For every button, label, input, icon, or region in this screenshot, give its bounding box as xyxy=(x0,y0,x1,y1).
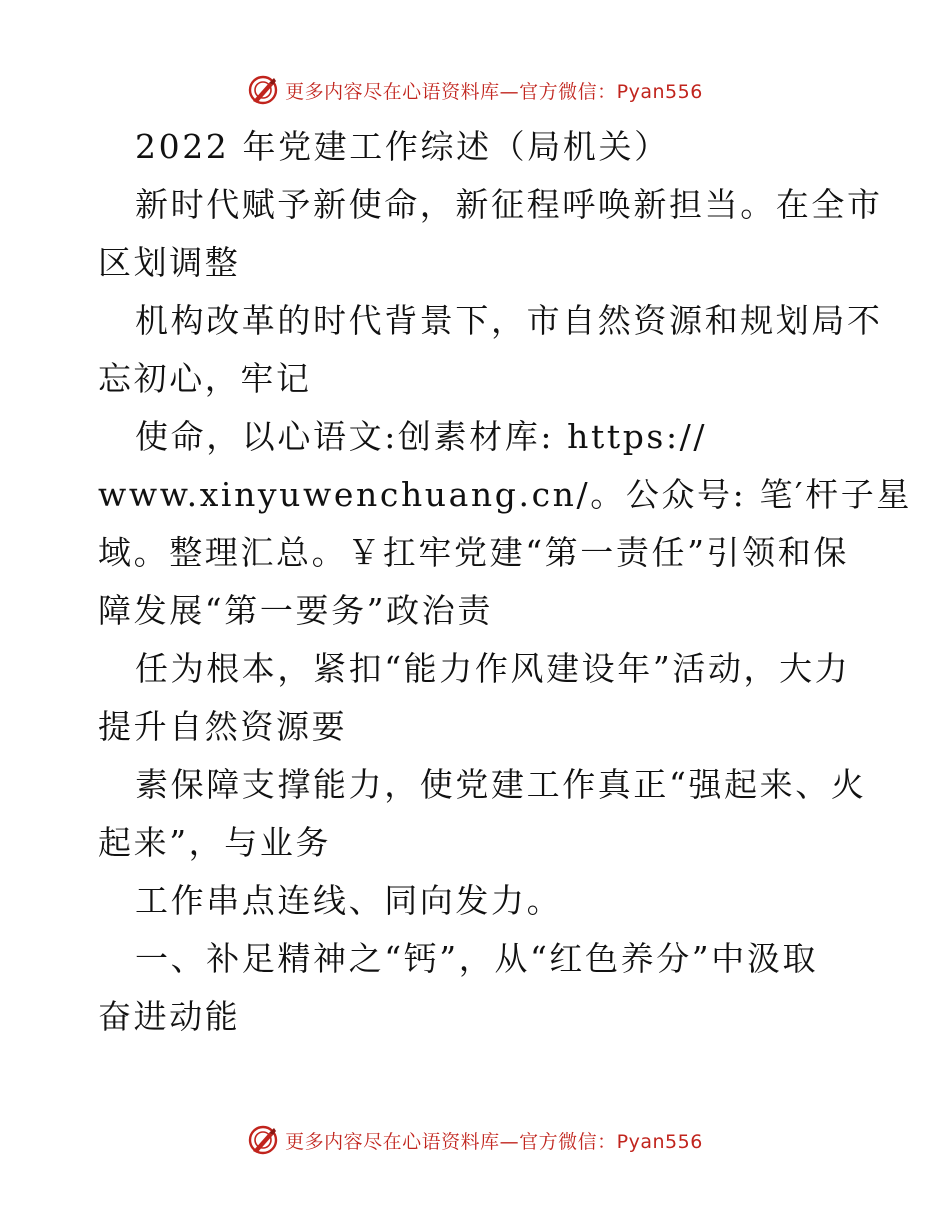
doc-line: 障发展“第一要务”政治责 xyxy=(98,591,493,630)
doc-line: 新时代赋予新使命，新征程呼唤新担当。在全市 xyxy=(135,185,883,224)
wechat-handle: Pyan556 xyxy=(616,80,703,103)
doc-line: 机构改革的时代背景下，市自然资源和规划局不 xyxy=(135,301,883,340)
section-heading: 一、补足精神之“钙”，从“红色养分”中汲取 xyxy=(135,939,819,978)
doc-line: www.xinyuwenchuang.cn/。公众号: 笔′杆子星 xyxy=(98,475,912,514)
doc-line: 使命，以心语文:创素材库: https:// xyxy=(135,417,708,456)
wechat-handle: Pyan556 xyxy=(616,1130,703,1153)
doc-title: 2022 年党建工作综述（局机关） xyxy=(135,127,670,166)
doc-line: 提升自然资源要 xyxy=(98,707,348,746)
banner-text: 更多内容尽在心语资料库—官方微信：Pyan556 xyxy=(285,1130,703,1153)
header-banner xyxy=(0,70,950,110)
doc-line: 素保障支撑能力，使党建工作真正“强起来、火 xyxy=(135,765,867,804)
doc-line: 工作串点连线、同向发力。 xyxy=(135,881,563,920)
footer-banner xyxy=(0,1120,950,1160)
banner-text: 更多内容尽在心语资料库—官方微信：Pyan556 xyxy=(285,80,703,103)
doc-line: 任为根本，紧扣“能力作风建设年”活动，大力 xyxy=(135,649,851,688)
doc-line: 起来”，与业务 xyxy=(98,823,332,862)
pen-logo-icon xyxy=(247,1124,279,1156)
doc-line: 区划调整 xyxy=(98,243,241,282)
doc-line: 忘初心，牢记 xyxy=(98,359,312,398)
doc-line: 域。整理汇总。￥扛牢党建“第一责任”引领和保 xyxy=(98,533,849,572)
document-body xyxy=(98,118,912,1046)
pen-logo-icon xyxy=(247,74,279,106)
section-heading-cont: 奋进动能 xyxy=(98,997,241,1036)
